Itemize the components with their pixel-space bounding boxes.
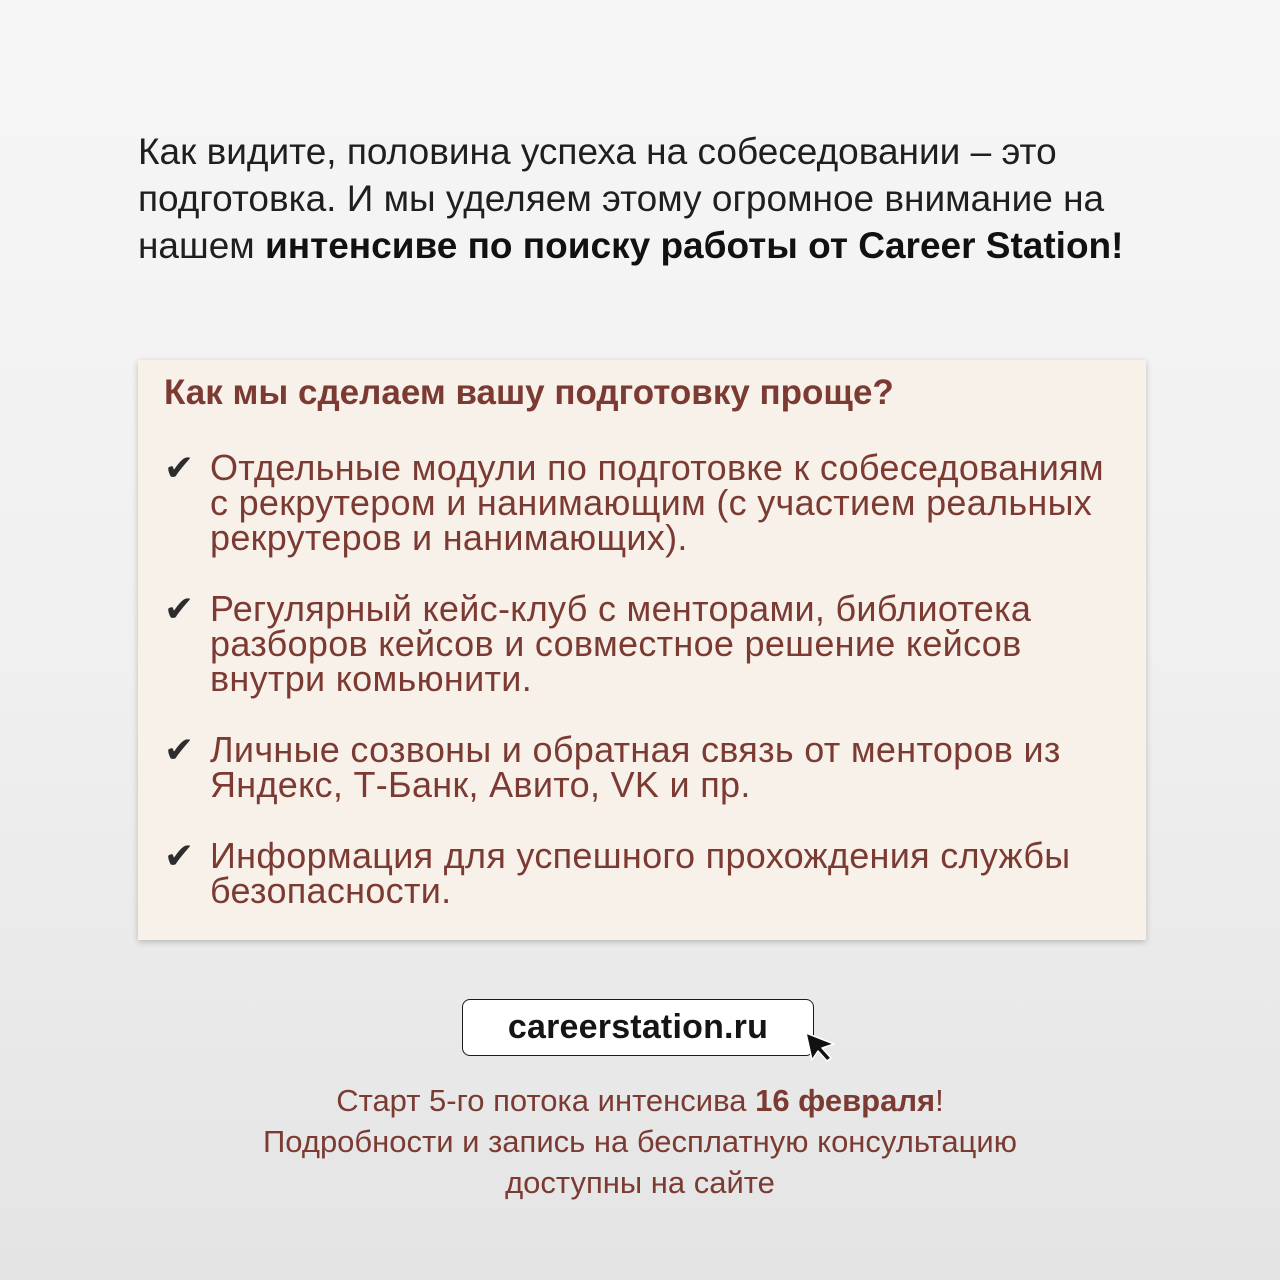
- list-item: [164, 729, 1122, 805]
- website-link-button[interactable]: [462, 999, 814, 1056]
- footer-line-1: [140, 1080, 1140, 1121]
- footer-date: 16 февраля: [755, 1083, 936, 1118]
- checkmark-icon: ✔: [164, 729, 195, 770]
- footer-text: [140, 1080, 1140, 1203]
- list-item: [164, 588, 1122, 699]
- list-item: [164, 447, 1122, 558]
- footer-exclamation: !: [935, 1083, 944, 1118]
- list-item: [164, 835, 1122, 911]
- checkmark-icon: ✔: [164, 835, 195, 876]
- list-item-text: Регулярный кейс-клуб с менторами, библиотека разборов кейсов и совместное решение кейсов внутри комьюнити.: [210, 588, 1032, 699]
- checkmark-icon: ✔: [164, 588, 195, 629]
- intro-bold-text: интенсиве по поиску работы от Career Station!: [265, 225, 1124, 266]
- list-item-text: Информация для успешного прохождения службы безопасности.: [210, 835, 1071, 911]
- list-item-text: Личные созвоны и обратная связь от менторов из Яндекс, Т-Банк, Авито, VK и пр.: [210, 729, 1061, 805]
- benefits-card: [138, 360, 1146, 940]
- checkmark-icon: ✔: [164, 447, 195, 488]
- footer-line-2: Подробности и запись на бесплатную консультацию: [263, 1124, 1017, 1159]
- footer-line-3: доступны на сайте: [505, 1165, 775, 1200]
- card-title: Как мы сделаем вашу подготовку проще?: [164, 373, 894, 412]
- footer-start-text: Старт 5-го потока интенсива: [336, 1083, 756, 1118]
- list-item-text: Отдельные модули по подготовке к собеседованиям с рекрутером и нанимающим (с участием реальных рекрутеров и нанимающих).: [210, 447, 1104, 558]
- intro-paragraph: [138, 128, 1148, 269]
- website-url[interactable]: careerstation.ru: [507, 1008, 769, 1046]
- cursor-arrow-icon: [803, 1030, 837, 1064]
- intro-text: Как видите, половина успеха на собеседовании – это подготовка. И мы уделяем этому огромное внимание на нашем: [138, 131, 1105, 266]
